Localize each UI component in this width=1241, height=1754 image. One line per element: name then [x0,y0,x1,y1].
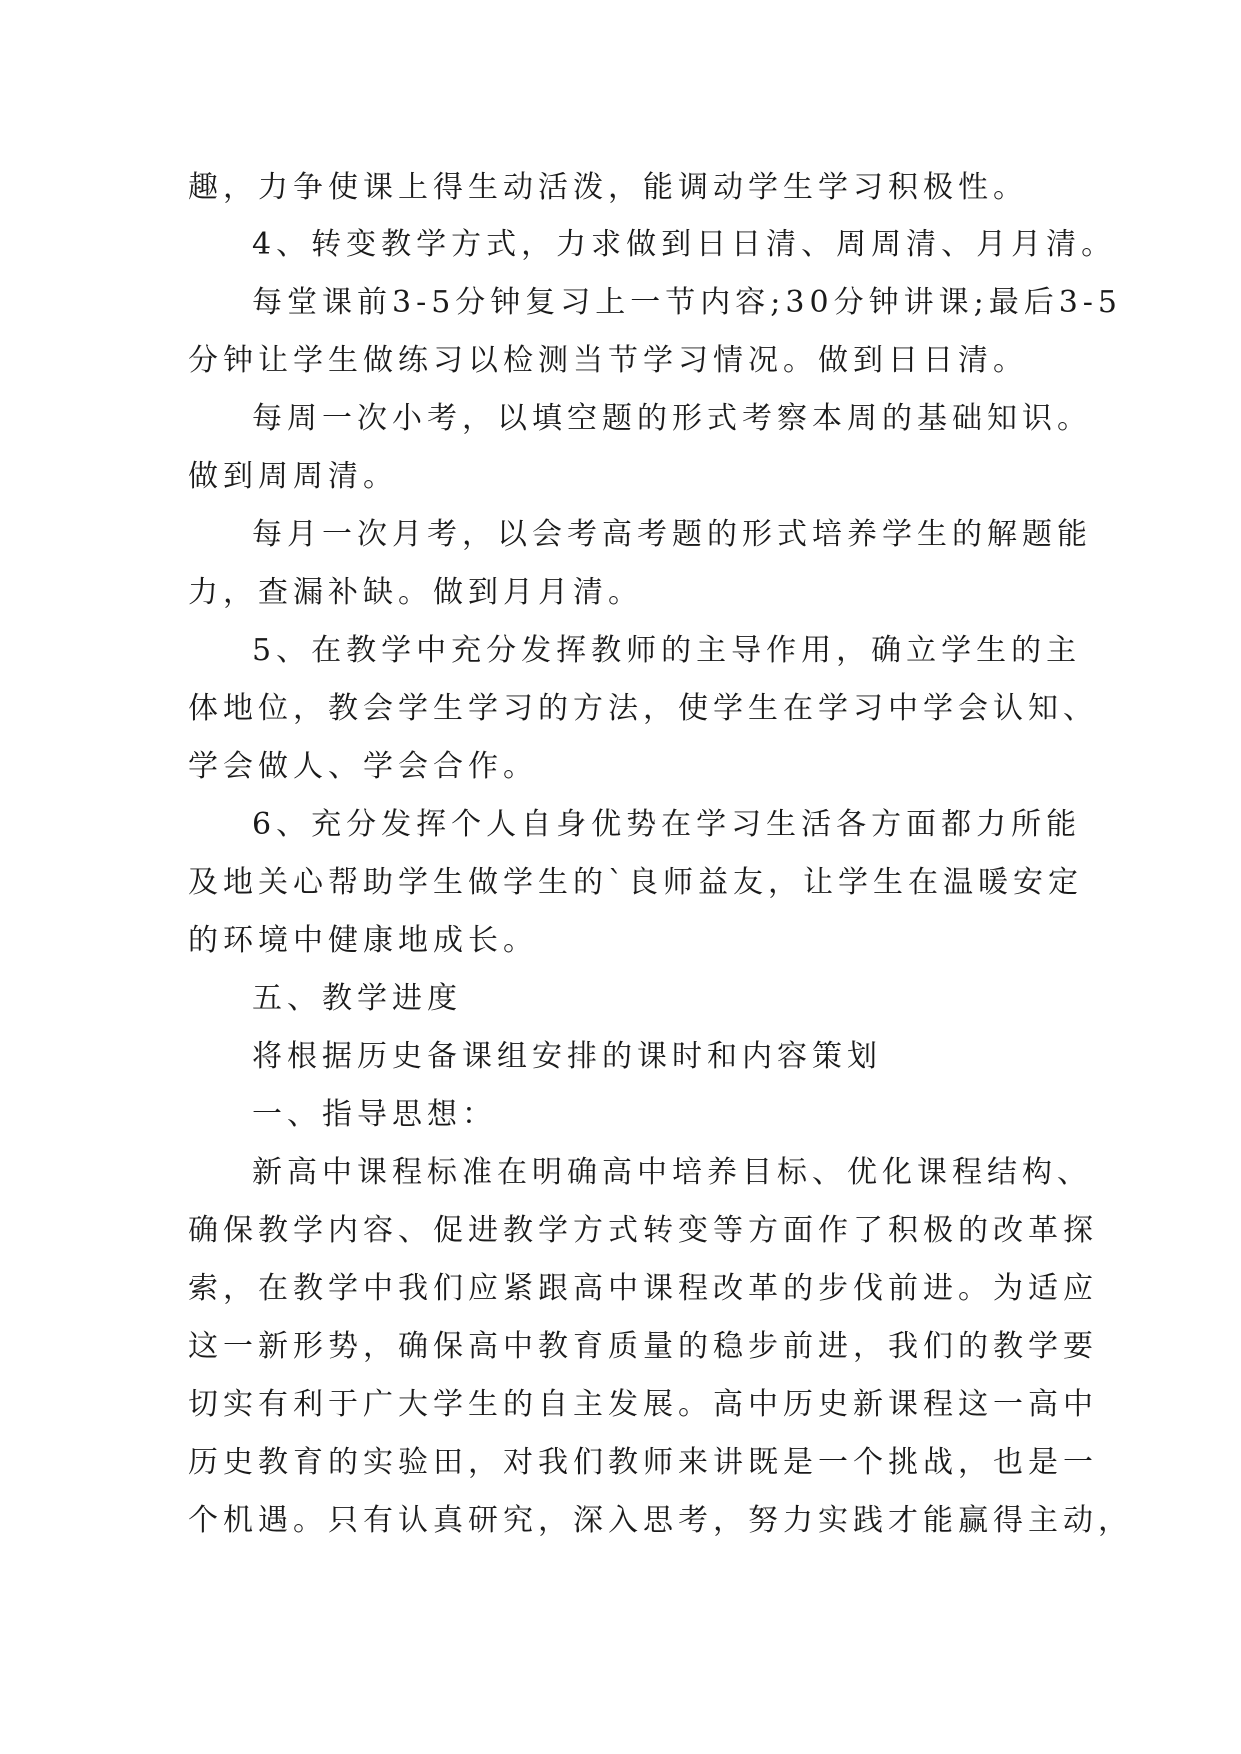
text-line: 趣，力争使课上得生动活泼，能调动学生学习积极性。 [188,170,1028,205]
section-heading: 五、教学进度 [252,981,462,1016]
text-line: 新高中课程标准在明确高中培养目标、优化课程结构、 [252,1155,1092,1190]
text-line: 的环境中健康地成长。 [188,923,538,958]
document-body [188,160,1133,1550]
text-line: 4、转变教学方式，力求做到日日清、周周清、月月清。 [252,227,1117,262]
text-line: 6、充分发挥个人自身优势在学习生活各方面都力所能 [252,807,1082,842]
text-line: 个机遇。只有认真研究，深入思考，努力实践才能赢得主动， [188,1503,1133,1538]
text-line: 这一新形势，确保高中教育质量的稳步前进，我们的教学要 [188,1329,1098,1364]
text-line: 做到周周清。 [188,459,398,494]
text-line: 学会做人、学会合作。 [188,749,538,784]
text-line: 分钟让学生做练习以检测当节学习情况。做到日日清。 [188,343,1028,378]
text-line: 确保教学内容、促进教学方式转变等方面作了积极的改革探 [188,1213,1098,1248]
text-line: 将根据历史备课组安排的课时和内容策划 [252,1039,882,1074]
text-line: 力，查漏补缺。做到月月清。 [188,575,643,610]
text-line: 及地关心帮助学生做学生的`良师益友，让学生在温暖安定 [188,865,1083,900]
text-line: 历史教育的实验田，对我们教师来讲既是一个挑战，也是一 [188,1445,1098,1480]
text-line: 索，在教学中我们应紧跟高中课程改革的步伐前进。为适应 [188,1271,1098,1306]
text-line: 切实有利于广大学生的自主发展。高中历史新课程这一高中 [188,1387,1098,1422]
text-line: 体地位，教会学生学习的方法，使学生在学习中学会认知、 [188,691,1098,726]
text-line: 每月一次月考，以会考高考题的形式培养学生的解题能 [252,517,1092,552]
text-line: 5、在教学中充分发挥教师的主导作用，确立学生的主 [252,633,1082,668]
section-heading: 一、指导思想： [252,1097,497,1132]
text-line: 每堂课前3-5分钟复习上一节内容;30分钟讲课;最后3-5 [252,285,1123,320]
text-line: 每周一次小考，以填空题的形式考察本周的基础知识。 [252,401,1092,436]
